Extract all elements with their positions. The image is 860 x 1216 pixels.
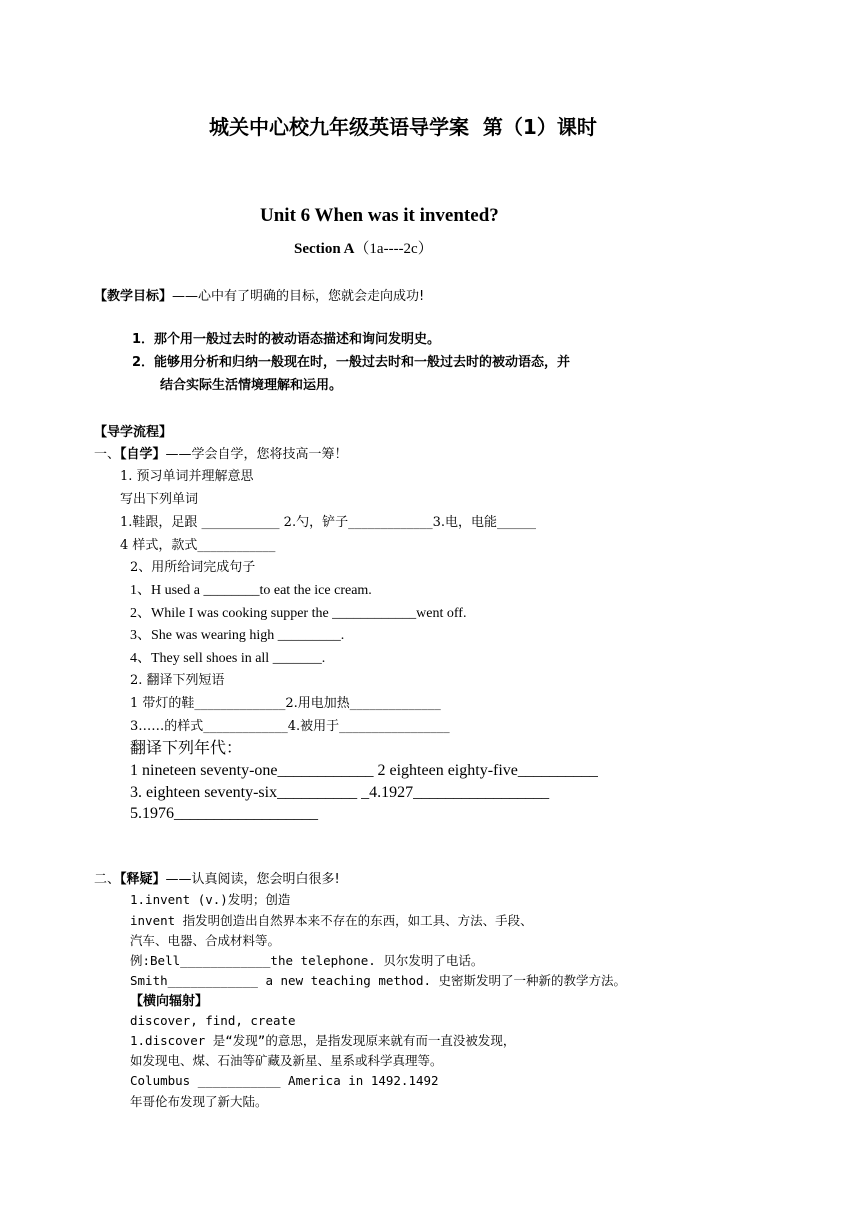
- part1-line-5: 2、用所给词完成句子: [130, 560, 256, 575]
- part1-motto: ——学会自学，您将技高一筹！: [165, 447, 348, 462]
- section-name: Section A: [294, 241, 355, 257]
- part1-line-7: 2、While I was cooking supper the ____________went off.: [130, 606, 467, 621]
- part2-line-3: 汽车、电器、合成材料等。: [130, 933, 281, 948]
- part1-line-6: 1、H used a ________to eat the ice cream.: [130, 583, 372, 598]
- part1-number: 一、: [94, 447, 121, 462]
- part1-line-4: 4 样式，款式____________: [120, 538, 276, 553]
- years-line-1: 1 nineteen seventy-one____________ 2 eighteen eighty-five__________: [130, 762, 598, 779]
- goal-item-1: 1．那个用一般过去时的被动语态描述和询问发明史。: [132, 332, 441, 347]
- goals-heading-label: 【教学目标】: [94, 289, 173, 304]
- goals-heading: [94, 290, 424, 303]
- part2-line-1: 1.invent (v.)发明；创造: [130, 892, 291, 907]
- goals-heading-motto: ——心中有了明确的目标，您就会走向成功!: [172, 289, 425, 304]
- part2-line-5: Smith____________ a new teaching method. 史密斯发明了一种新的教学方法。: [130, 973, 627, 988]
- part1-line-2: 写出下列单词: [120, 492, 199, 507]
- part2-label: 【释疑】: [120, 872, 166, 887]
- goal-item-2: 2．能够用分析和归纳一般现在时，一般过去时和一般过去时的被动语态，并: [132, 355, 571, 370]
- part2-line-6: discover, find, create: [130, 1013, 296, 1028]
- page-title: 城关中心校九年级英语导学案 第（1）课时: [209, 115, 597, 139]
- part1-line-1: 1. 预习单词并理解意思: [120, 469, 254, 484]
- part1-label: 【自学】: [120, 447, 166, 462]
- part1-heading: [94, 448, 348, 461]
- part2-line-8: 如发现电、煤、石油等矿藏及新星、星系或科学真理等。: [130, 1053, 443, 1068]
- part2-heading: [94, 873, 340, 886]
- unit-title: Unit 6 When was it invented?: [260, 205, 499, 226]
- part2-motto: ——认真阅读，您会明白很多!: [165, 872, 340, 887]
- section-range: （1a----2c）: [354, 241, 433, 257]
- part2-line-10: 年哥伦布发现了新大陆。: [130, 1094, 268, 1109]
- flow-heading: 【导学流程】: [94, 425, 173, 440]
- part2-number: 二、: [94, 872, 121, 887]
- part1-line-10: 2. 翻译下列短语: [130, 673, 225, 688]
- part2-line-2: invent 指发明创造出自然界本来不存在的东西，如工具、方法、手段、: [130, 913, 533, 928]
- part1-line-3: 1.鞋跟，足跟 ____________ 2.勺，铲子_____________3.电，电能______: [120, 515, 536, 530]
- part1-line-9: 4、They sell shoes in all _______.: [130, 651, 326, 666]
- part2-line-9: Columbus ___________ America in 1492.1492: [130, 1073, 439, 1088]
- part1-line-8: 3、She was wearing high _________.: [130, 628, 345, 643]
- part2-line-7: 1.discover 是“发现”的意思，是指发现原来就有而一直没被发现，: [130, 1033, 516, 1048]
- years-line-2: 3. eighteen seventy-six__________ _4.1927_________________: [130, 784, 550, 801]
- part2-subheading: 【横向辐射】: [130, 994, 209, 1009]
- part1-line-11: 1 带灯的鞋______________2.用电加热______________: [130, 696, 441, 711]
- part2-line-4: 例:Bell____________the telephone. 贝尔发明了电话。: [130, 953, 484, 968]
- years-line-3: 5.1976__________________: [130, 805, 318, 822]
- part1-line-12: 3……的样式_____________4.被用于_________________: [130, 719, 450, 734]
- section-label: [294, 242, 433, 257]
- years-heading: 翻译下列年代：: [130, 740, 243, 757]
- goal-item-2-cont: 结合实际生活情境理解和运用。: [160, 378, 343, 393]
